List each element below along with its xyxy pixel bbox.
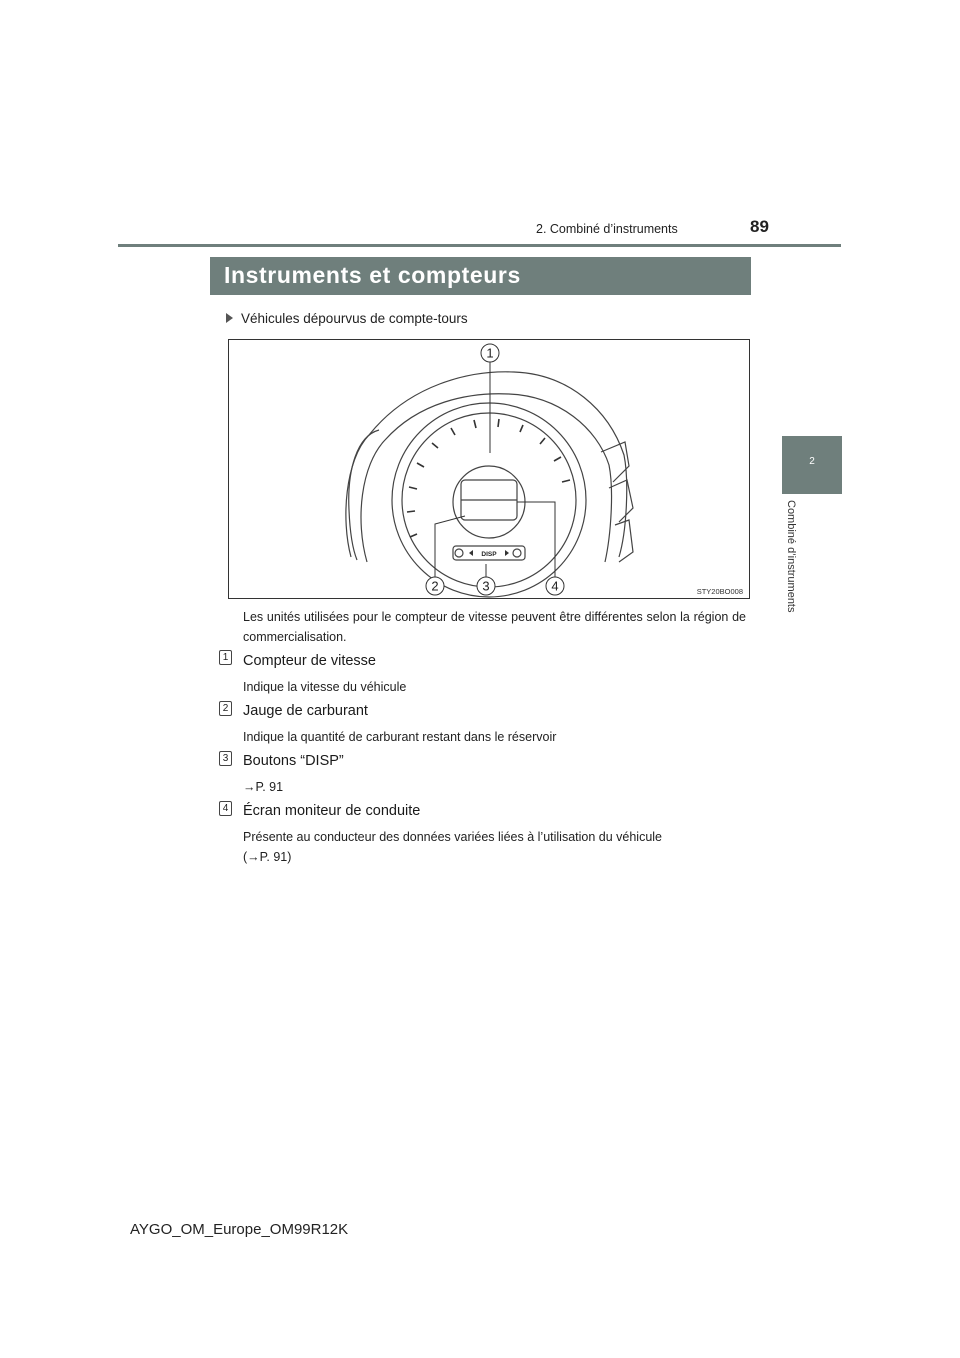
item-3-page-ref: →P. 91 bbox=[243, 780, 284, 794]
left-arrow-icon bbox=[469, 550, 473, 556]
units-note: Les unités utilisées pour le compteur de vitesse peuvent être différentes selon la région de commercialisation. bbox=[243, 610, 746, 644]
right-knob bbox=[513, 549, 521, 557]
leader-2 bbox=[435, 516, 465, 579]
left-wing bbox=[349, 430, 379, 560]
cluster-housing-inner bbox=[361, 394, 612, 562]
item-4-desc: Présente au conducteur des données variées liées à l’utilisation du véhicule bbox=[243, 830, 663, 844]
tick bbox=[451, 428, 455, 435]
item-2-desc: Indique la quantité de carburant restant dans le réservoir bbox=[243, 730, 557, 744]
page-title-bar bbox=[210, 257, 751, 295]
item-4-title: Écran moniteur de conduite bbox=[243, 803, 421, 819]
variant-text: Véhicules dépourvus de compte-tours bbox=[241, 311, 468, 326]
tick bbox=[409, 487, 417, 489]
center-display-ring bbox=[453, 466, 525, 538]
right-arrow-icon bbox=[505, 550, 509, 556]
callout-3-number: 3 bbox=[482, 578, 490, 594]
instrument-cluster-figure bbox=[228, 339, 750, 599]
callout-3 bbox=[477, 577, 495, 595]
chapter-tab bbox=[782, 436, 842, 494]
footer-document-id: AYGO_OM_Europe_OM99R12K bbox=[130, 1221, 349, 1238]
page-title: Instruments et compteurs bbox=[224, 262, 521, 288]
chapter-side-title bbox=[782, 500, 812, 640]
chapter-number: 2 bbox=[809, 456, 815, 467]
item-4-page-ref: (→P. 91) bbox=[243, 850, 292, 864]
item-1-badge: 1 bbox=[219, 650, 232, 665]
triangle-bullet-icon bbox=[226, 313, 233, 323]
callout-4-number: 4 bbox=[551, 578, 559, 594]
item-1-title: Compteur de vitesse bbox=[243, 653, 376, 669]
item-4-badge: 4 bbox=[219, 801, 232, 816]
tick bbox=[474, 420, 476, 428]
item-2-badge: 2 bbox=[219, 701, 232, 716]
callout-1-number: 1 bbox=[486, 345, 494, 361]
header-rule bbox=[118, 244, 841, 247]
figure-code: STY20BO008 bbox=[696, 587, 743, 596]
item-2-title: Jauge de carburant bbox=[243, 703, 368, 719]
left-knob bbox=[455, 549, 463, 557]
item-1-desc: Indique la vitesse du véhicule bbox=[243, 680, 407, 694]
cluster-housing-outline bbox=[346, 372, 627, 557]
disp-button-label: DISP bbox=[481, 551, 497, 558]
tick bbox=[554, 457, 561, 461]
right-control-mid bbox=[609, 480, 633, 522]
callout-2-number: 2 bbox=[431, 578, 439, 594]
item-3-badge: 3 bbox=[219, 751, 232, 766]
page-number: 89 bbox=[750, 217, 769, 236]
callout-4 bbox=[546, 577, 564, 595]
variant-heading bbox=[226, 311, 468, 326]
right-control-lower bbox=[615, 520, 633, 562]
tick bbox=[540, 438, 545, 444]
tick bbox=[498, 419, 499, 427]
section-label: 2. Combiné d’instruments bbox=[536, 222, 678, 236]
speedometer-ticks bbox=[407, 419, 570, 537]
tick bbox=[410, 534, 417, 537]
tick bbox=[417, 463, 424, 467]
instrument-cluster-illustration bbox=[229, 340, 749, 598]
tick bbox=[432, 443, 438, 448]
tick bbox=[562, 480, 570, 482]
item-3-title: Boutons “DISP” bbox=[243, 753, 344, 769]
callout-2 bbox=[426, 577, 444, 595]
callout-1 bbox=[481, 344, 499, 362]
tick bbox=[520, 425, 523, 432]
chapter-title: Combiné d’instruments bbox=[785, 500, 797, 613]
tick bbox=[407, 511, 415, 512]
